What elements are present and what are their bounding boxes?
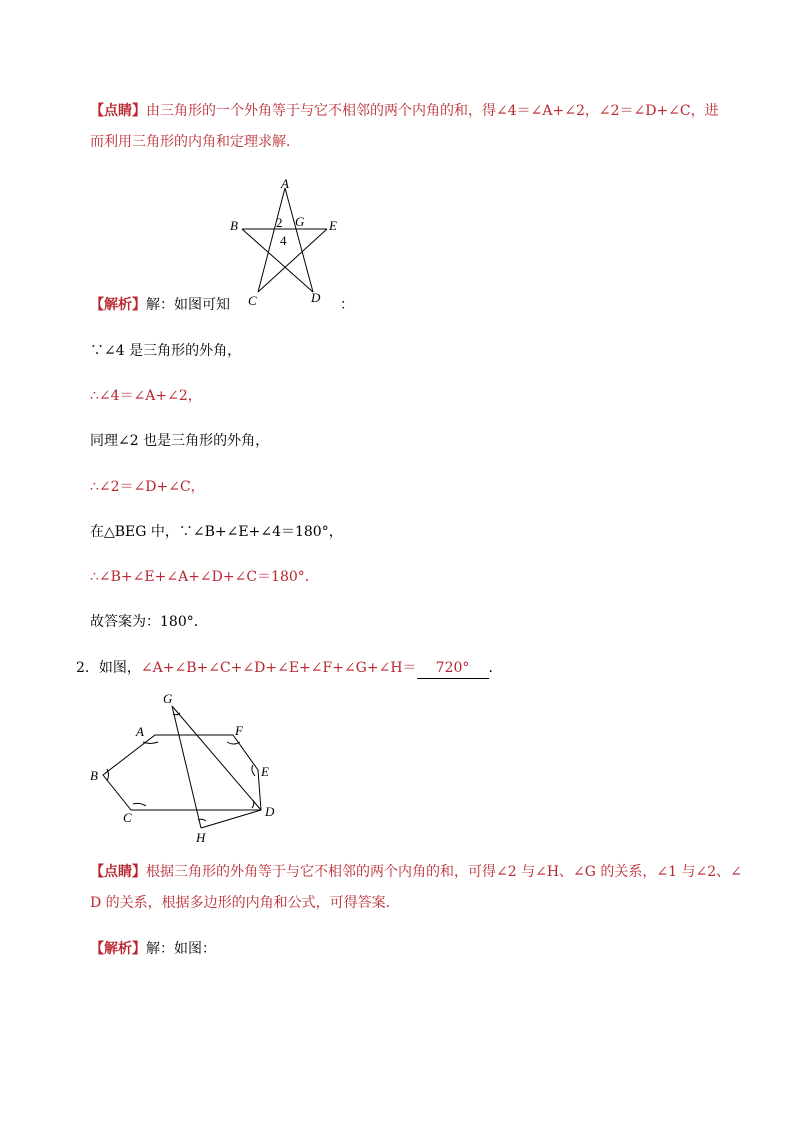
step-5: 在△BEG 中，∵∠B+∠E+∠4＝180°， [90,524,343,540]
star-label-D: D [311,290,321,305]
angle-arc-C [133,803,146,806]
star-label-E: E [329,218,337,233]
dianjing-text-line2: 而利用三角形的内角和定理求解． [90,134,300,150]
triangle-line-H-D [201,810,261,828]
star-line-B-D [242,229,313,292]
question-2 [76,658,503,679]
hex-label-E: E [261,764,269,779]
jiexi-tag-2: 【解析】 [90,941,146,957]
dianjing-paragraph-1 [90,101,719,121]
hex-label-G: G [163,691,173,706]
jiexi-colon: ： [340,297,354,313]
dianjing-tag: 【点睛】 [90,103,146,119]
star-label-B: B [230,218,238,233]
angle-arc-E [252,765,255,776]
jiexi-intro: 解：如图可知 [146,297,230,313]
hex-label-D: D [265,804,275,819]
question-expression: ∠A+∠B+∠C+∠D+∠E+∠F+∠G+∠H＝ [140,660,417,676]
angle-arc-B [107,769,109,781]
answer-blank: 720° [417,658,489,679]
hex-label-F: F [235,723,243,738]
step-2: ∴∠4＝∠A+∠2， [90,388,202,404]
step-1: ∵∠4 是三角形的外角， [90,343,242,359]
question-prefix: 2．如图， [76,660,141,676]
dianjing-paragraph-2 [90,862,742,882]
jiexi-paragraph-2 [90,939,216,959]
hex-label-B: B [90,768,98,783]
hex-label-C: C [123,810,132,825]
dianjing2-text-line1: 根据三角形的外角等于与它不相邻的两个内角的和，可得∠2 与∠H、∠G 的关系，∠1 与∠2、∠ [146,864,742,880]
dianjing-text-line1: 由三角形的一个外角等于与它不相邻的两个内角的和，得∠4＝∠A+∠2，∠2＝∠D+∠C，进 [146,103,719,119]
star-label-4: 4 [280,233,287,248]
star-label-A: A [281,176,289,191]
star-label-2: 2 [276,215,283,230]
triangle-line-G-D [172,706,261,810]
star-label-G: G [295,214,305,229]
hex-label-H: H [196,830,206,845]
step-7: 故答案为：180°． [90,614,208,630]
star-line-E-C [258,229,327,292]
jiexi-paragraph-1 [90,295,230,315]
step-4: ∴∠2＝∠D+∠C， [90,479,205,495]
hexagon-figure [85,690,285,850]
jiexi-tag: 【解析】 [90,297,146,313]
star-label-C: C [248,293,257,307]
hex-label-A: A [136,724,144,739]
star-line-A-D [285,188,313,292]
jiexi2-intro: 解：如图： [146,941,216,957]
dianjing-tag-2: 【点睛】 [90,864,146,880]
step-3: 同理∠2 也是三角形的外角， [90,433,270,449]
star-figure [225,172,350,307]
dianjing2-text-line2: D 的关系，根据多边形的内角和公式，可得答案． [90,895,400,911]
question-suffix: ． [488,660,503,676]
step-6: ∴∠B+∠E+∠A+∠D+∠C＝180°． [90,569,319,585]
